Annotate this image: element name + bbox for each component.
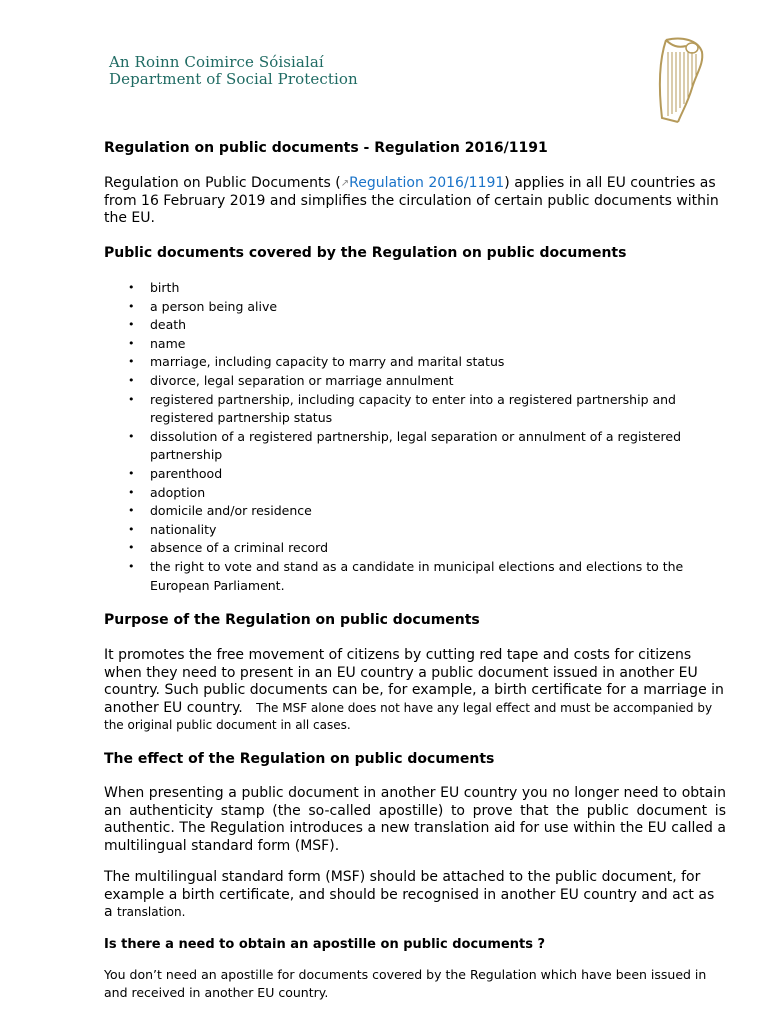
bullet-icon: • bbox=[128, 522, 135, 536]
list-item: • parenthood bbox=[104, 465, 704, 484]
effect-paragraph-1: When presenting a public document in another EU country you no longer need to obtain an authenticity stamp (the so-called apostille) to prove that the public document is authentic. The Regulation introduces a new translation aid for use within the EU called a multilingual standard form (MSF). bbox=[104, 785, 726, 854]
purpose-paragraph bbox=[104, 647, 726, 735]
harp-emblem-icon bbox=[652, 34, 708, 126]
bullet-icon: • bbox=[128, 466, 135, 480]
bullet-icon: • bbox=[128, 485, 135, 499]
effect-heading: The effect of the Regulation on public documents bbox=[104, 751, 495, 767]
intro-text-end: ) applies in all EU countries as from 16 February 2019 and simplifies the circulation of certain public documents within the EU. bbox=[104, 175, 719, 226]
covered-documents-list bbox=[104, 279, 704, 595]
intro-paragraph bbox=[104, 175, 726, 228]
list-item: • the right to vote and stand as a candidate in municipal elections and elections to the European Parliament. bbox=[128, 558, 684, 593]
bullet-icon: • bbox=[128, 541, 135, 555]
regulation-link[interactable]: Regulation 2016/1191 bbox=[349, 175, 505, 191]
list-item: • dissolution of a registered partnership, legal separation or annulment of a registered partnership bbox=[128, 428, 682, 463]
dept-name-english: Department of Social Protection bbox=[109, 70, 358, 88]
list-item: • divorce, legal separation or marriage annulment bbox=[104, 372, 704, 391]
list-item: • adoption bbox=[104, 484, 704, 503]
dept-name-irish: An Roinn Coimirce Sóisialaí bbox=[109, 53, 324, 71]
intro-text-start: Regulation on Public Documents ( bbox=[104, 175, 341, 191]
purpose-note: The MSF alone does not have any legal effect and must be accompanied by the original public document in all cases. bbox=[104, 700, 713, 732]
bullet-icon: • bbox=[128, 318, 135, 332]
list-item: • absence of a criminal record bbox=[104, 539, 704, 558]
list-item: • marriage, including capacity to marry and marital status bbox=[104, 353, 704, 372]
list-item: • domicile and/or residence bbox=[104, 502, 704, 521]
bullet-icon: • bbox=[128, 559, 135, 573]
bullet-icon: • bbox=[128, 281, 135, 294]
purpose-text: It promotes the free movement of citizens by cutting red tape and costs for citizens when they need to present in an EU country a public document issued in another EU country. Such public documents can be, for example, a birth certificate for a marriage in another EU country. bbox=[104, 647, 724, 716]
bullet-icon: • bbox=[128, 373, 135, 387]
bullet-icon: • bbox=[128, 429, 135, 443]
list-item: • name bbox=[104, 335, 704, 354]
purpose-heading: Purpose of the Regulation on public documents bbox=[104, 612, 480, 628]
page-title: Regulation on public documents - Regulation 2016/1191 bbox=[104, 140, 548, 156]
effect-paragraph-2 bbox=[104, 869, 726, 922]
list-item: • birth bbox=[104, 279, 704, 298]
effect-text: The multilingual standard form (MSF) should be attached to the public document, for example a birth certificate, and should be recognised in another EU country and act as a bbox=[104, 869, 715, 920]
bullet-icon: • bbox=[128, 336, 135, 350]
effect-text-end: translation. bbox=[117, 905, 186, 919]
department-logo bbox=[109, 54, 358, 88]
list-item: • death bbox=[104, 316, 704, 335]
list-item: • nationality bbox=[104, 521, 704, 540]
list-item: • a person being alive bbox=[104, 298, 704, 317]
covered-heading: Public documents covered by the Regulation on public documents bbox=[104, 245, 627, 261]
external-link-icon: ↗ bbox=[340, 178, 350, 189]
list-item: • registered partnership, including capacity to enter into a registered partnership and registered partnership status bbox=[128, 391, 676, 426]
bullet-icon: • bbox=[128, 392, 135, 406]
bullet-icon: • bbox=[128, 299, 135, 313]
bullet-icon: • bbox=[128, 504, 135, 518]
apostille-heading: Is there a need to obtain an apostille on public documents ? bbox=[104, 937, 546, 952]
apostille-paragraph: You don’t need an apostille for documents covered by the Regulation which have been issued in and received in another EU country. bbox=[104, 967, 707, 1000]
bullet-icon: • bbox=[128, 355, 135, 369]
